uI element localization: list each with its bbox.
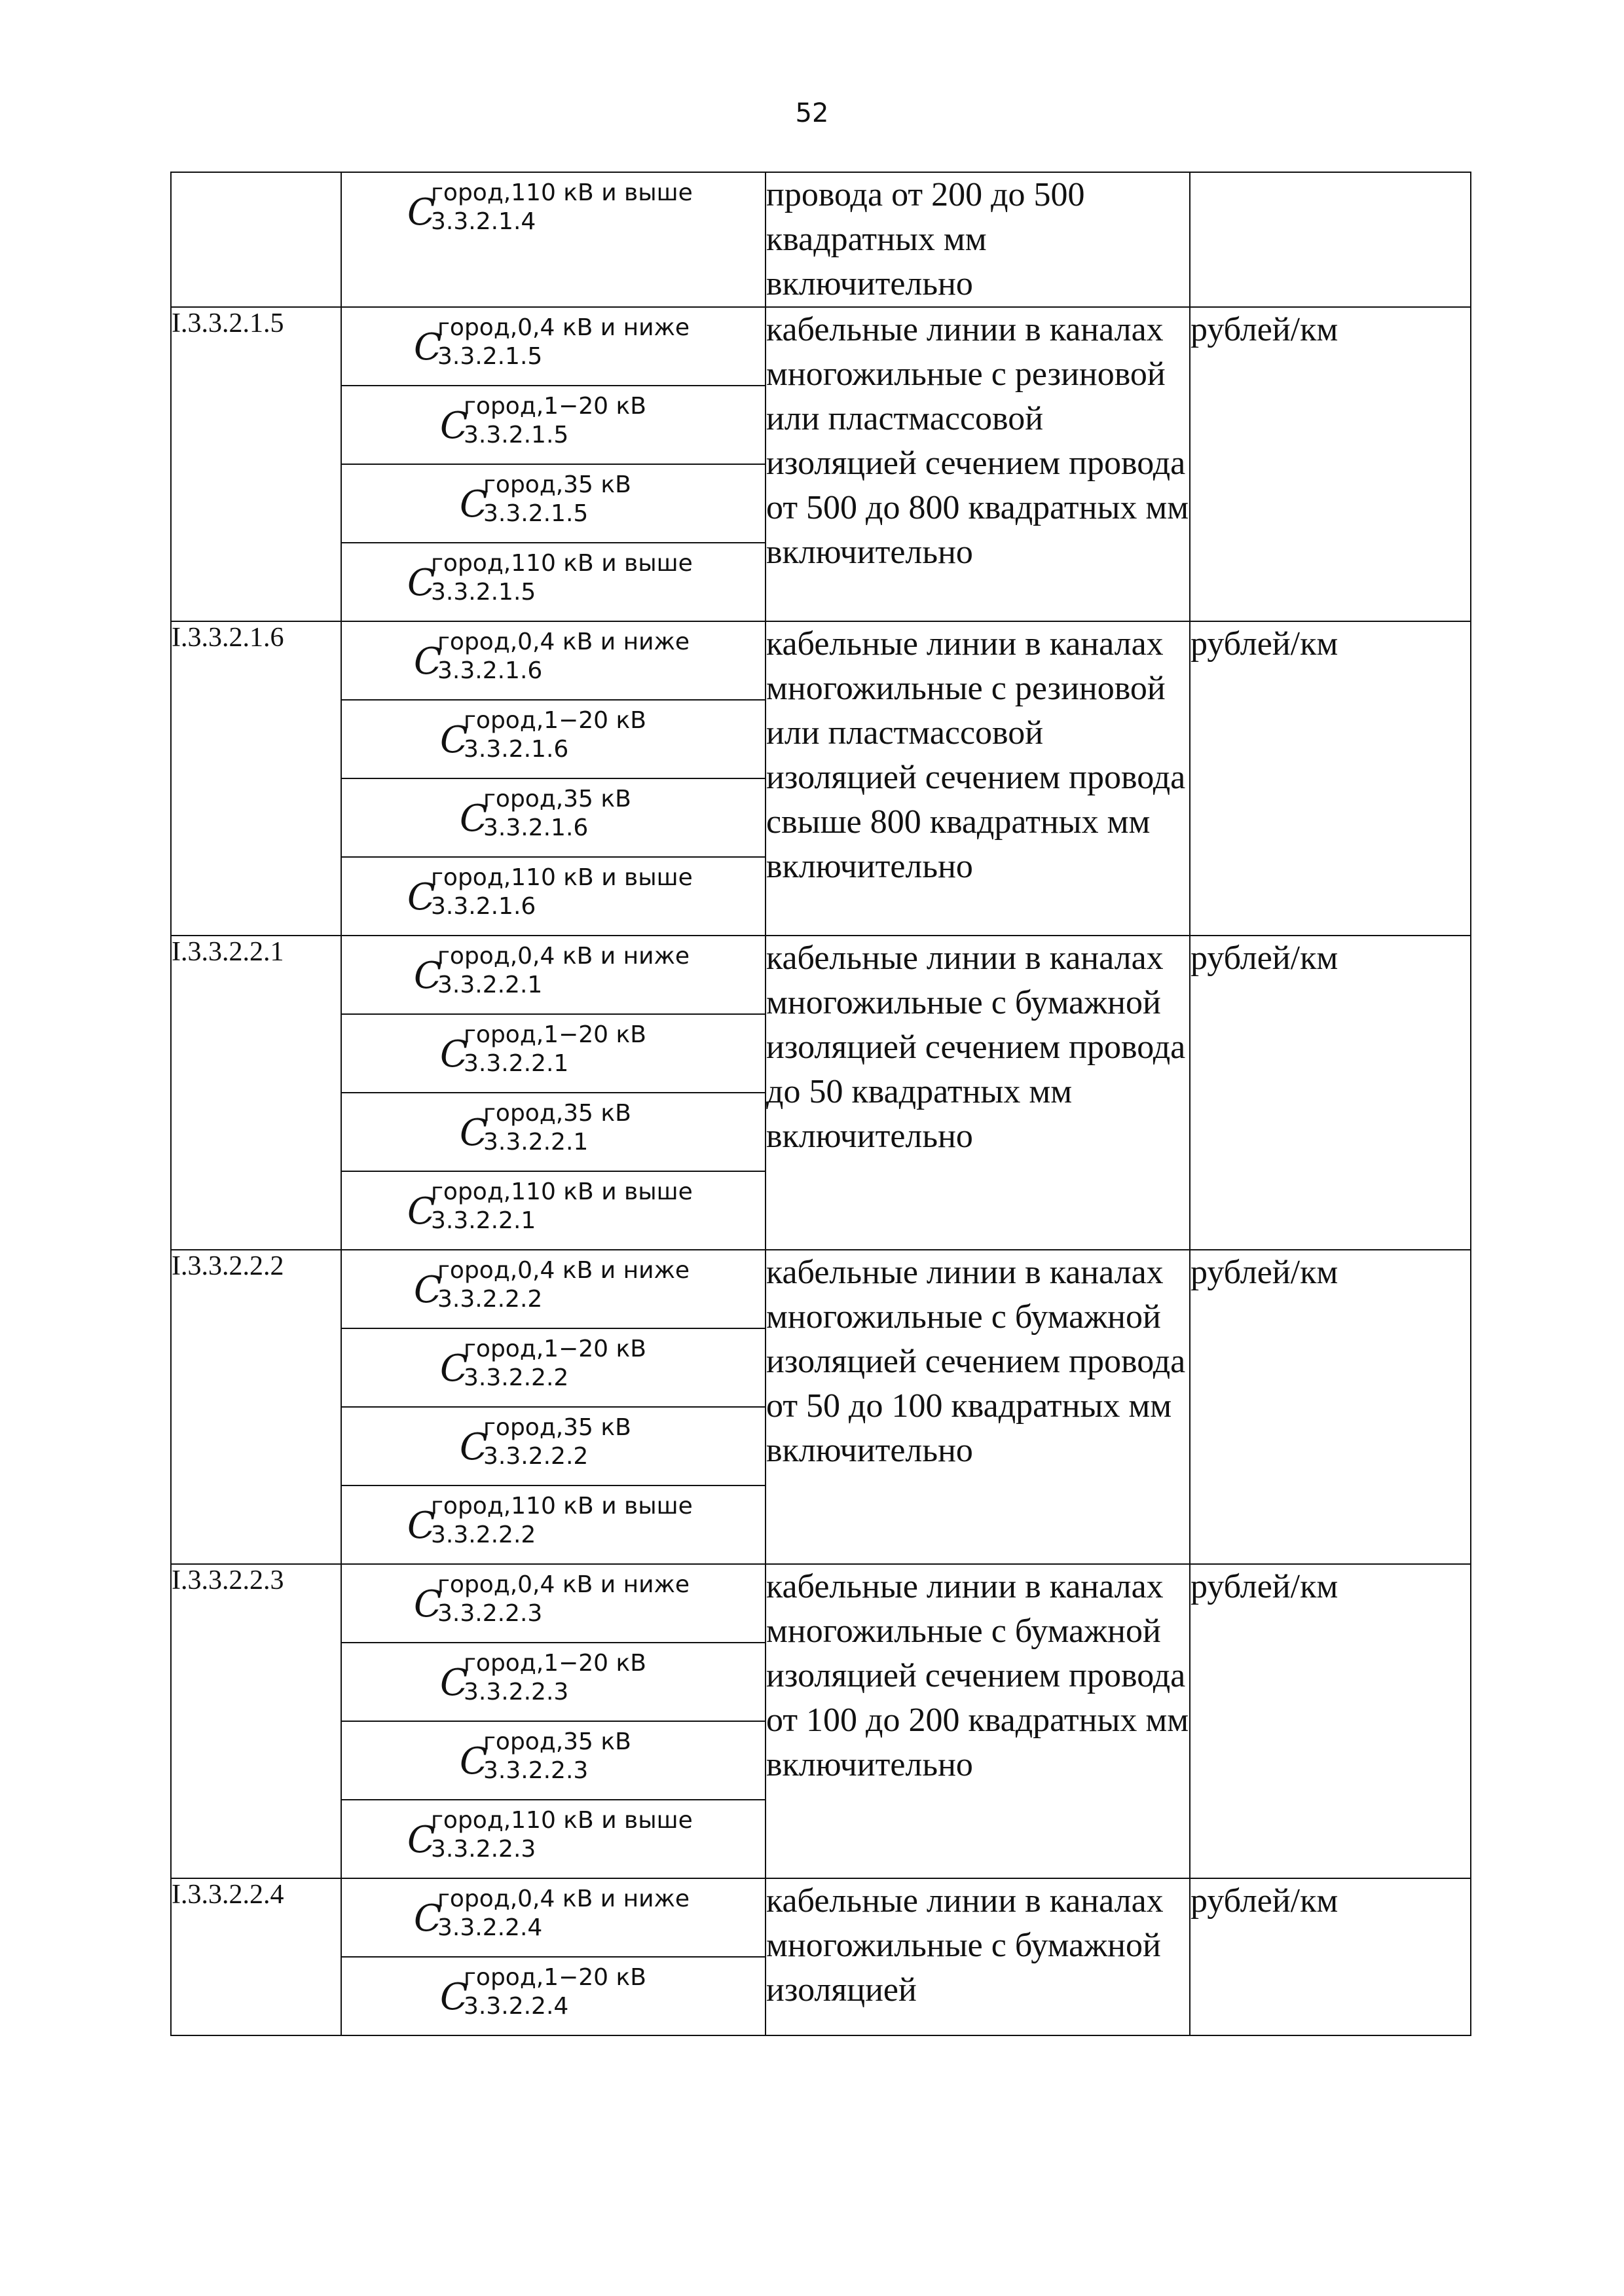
formula-cell [341, 1171, 766, 1250]
code-cell: I.3.3.2.2.2 [171, 1250, 341, 1564]
formula-subscript: 3.3.2.2.1 [437, 972, 543, 998]
code-cell: I.3.3.2.2.3 [171, 1564, 341, 1878]
description-cell: провода от 200 до 500 квадратных мм включительно [766, 172, 1190, 307]
formula-symbol: C [414, 640, 442, 683]
formula-superscript: город,35 кВ [483, 471, 631, 498]
formula-superscript: город,0,4 кВ и ниже [437, 943, 690, 970]
table-row [171, 307, 1471, 386]
formula-superscript: город,0,4 кВ и ниже [437, 629, 690, 655]
formula-cell [341, 1014, 766, 1093]
table-row [171, 1250, 1471, 1328]
description-cell: кабельные линии в каналах многожильные с бумажной изоляцией [766, 1878, 1190, 2035]
formula-superscript: город,110 кВ и выше [431, 1178, 693, 1205]
formula-superscript: город,0,4 кВ и ниже [437, 1886, 690, 1912]
formula-symbol: C [407, 1504, 435, 1547]
table-row [171, 1564, 1471, 1643]
unit-cell: рублей/км [1190, 1878, 1471, 2035]
formula-symbol: C [414, 1583, 442, 1626]
formula-cell [341, 1093, 766, 1171]
code-cell: I.3.3.2.1.5 [171, 307, 341, 621]
formula-cell [341, 1721, 766, 1800]
formula-subscript: 3.3.2.1.5 [437, 343, 543, 370]
formula-cell [341, 1407, 766, 1485]
formula-subscript: 3.3.2.2.2 [431, 1522, 536, 1548]
formula-subscript: 3.3.2.2.3 [483, 1757, 589, 1784]
formula-superscript: город,110 кВ и выше [431, 179, 693, 206]
formula-superscript: город,110 кВ и выше [431, 864, 693, 891]
formula-symbol: C [460, 1426, 488, 1468]
code-cell [171, 172, 341, 307]
formula-symbol: C [460, 797, 488, 840]
unit-cell: рублей/км [1190, 1250, 1471, 1564]
formula-cell [341, 936, 766, 1014]
description-cell: кабельные линии в каналах многожильные с резиновой или пластмассовой изоляцией сечением провода от 500 до 800 квадратных мм включительно [766, 307, 1190, 621]
unit-cell: рублей/км [1190, 621, 1471, 936]
page-number: 52 [795, 98, 829, 128]
formula-cell [341, 621, 766, 700]
formula-superscript: город,1−20 кВ [464, 1021, 646, 1048]
formula-symbol: C [440, 1976, 468, 2018]
formula-subscript: 3.3.2.2.2 [464, 1364, 569, 1391]
formula-cell [341, 1643, 766, 1721]
formula-superscript: город,1−20 кВ [464, 1650, 646, 1677]
formula-subscript: 3.3.2.1.6 [464, 736, 569, 763]
formula-cell [341, 1328, 766, 1407]
formula-symbol: C [440, 719, 468, 761]
formula-subscript: 3.3.2.1.5 [483, 500, 589, 527]
formula-symbol: C [460, 483, 488, 526]
unit-cell [1190, 172, 1471, 307]
formula-cell [341, 1485, 766, 1564]
formula-symbol: C [414, 955, 442, 997]
formula-symbol: C [407, 191, 435, 234]
formula-subscript: 3.3.2.2.4 [437, 1914, 543, 1941]
formula-superscript: город,1−20 кВ [464, 1964, 646, 1991]
formula-cell [341, 307, 766, 386]
formula-superscript: город,1−20 кВ [464, 707, 646, 734]
formula-subscript: 3.3.2.2.1 [464, 1050, 569, 1077]
formula-cell [341, 543, 766, 621]
formula-subscript: 3.3.2.2.3 [464, 1679, 569, 1705]
table-row [171, 1878, 1471, 1957]
formula-symbol: C [460, 1740, 488, 1783]
formula-subscript: 3.3.2.2.1 [431, 1207, 536, 1234]
formula-cell [341, 1564, 766, 1643]
formula-symbol: C [407, 1819, 435, 1861]
formula-superscript: город,35 кВ [483, 786, 631, 812]
formula-superscript: город,0,4 кВ и ниже [437, 1571, 690, 1598]
code-cell: I.3.3.2.1.6 [171, 621, 341, 936]
formula-subscript: 3.3.2.2.3 [431, 1836, 536, 1863]
formula-subscript: 3.3.2.1.6 [483, 814, 589, 841]
formula-subscript: 3.3.2.1.6 [437, 657, 543, 684]
formula-symbol: C [440, 405, 468, 447]
formula-cell [341, 1250, 766, 1328]
formula-superscript: город,110 кВ и выше [431, 550, 693, 577]
formula-cell [341, 464, 766, 543]
code-cell: I.3.3.2.2.4 [171, 1878, 341, 2035]
formula-symbol: C [414, 326, 442, 369]
formula-subscript: 3.3.2.2.4 [464, 1993, 569, 2020]
formula-superscript: город,35 кВ [483, 1728, 631, 1755]
unit-cell: рублей/км [1190, 307, 1471, 621]
formula-superscript: город,1−20 кВ [464, 1336, 646, 1362]
formula-cell [341, 386, 766, 464]
formula-subscript: 3.3.2.2.3 [437, 1600, 543, 1627]
formula-subscript: 3.3.2.1.5 [464, 422, 569, 448]
formula-symbol: C [460, 1112, 488, 1154]
description-cell: кабельные линии в каналах многожильные с бумажной изоляцией сечением провода до 50 квадратных мм включительно [766, 936, 1190, 1250]
formula-cell [341, 1878, 766, 1957]
formula-symbol: C [440, 1033, 468, 1076]
formula-superscript: город,110 кВ и выше [431, 1807, 693, 1834]
formula-superscript: город,0,4 кВ и ниже [437, 314, 690, 341]
formula-cell [341, 700, 766, 778]
table-row [171, 172, 1471, 307]
description-cell: кабельные линии в каналах многожильные с бумажной изоляцией сечением провода от 50 до 100 квадратных мм включительно [766, 1250, 1190, 1564]
formula-symbol: C [407, 562, 435, 604]
formula-cell [341, 778, 766, 857]
formula-symbol: C [414, 1897, 442, 1940]
unit-cell: рублей/км [1190, 1564, 1471, 1878]
formula-subscript: 3.3.2.1.6 [431, 893, 536, 920]
code-cell: I.3.3.2.2.1 [171, 936, 341, 1250]
formula-symbol: C [440, 1662, 468, 1704]
formula-cell [341, 1800, 766, 1878]
formula-subscript: 3.3.2.2.2 [483, 1443, 589, 1470]
formula-subscript: 3.3.2.1.4 [431, 208, 536, 235]
formula-symbol: C [407, 1190, 435, 1233]
unit-cell: рублей/км [1190, 936, 1471, 1250]
formula-symbol: C [440, 1347, 468, 1390]
formula-symbol: C [414, 1269, 442, 1311]
formula-superscript: город,35 кВ [483, 1100, 631, 1127]
formula-subscript: 3.3.2.2.1 [483, 1129, 589, 1156]
formula-subscript: 3.3.2.1.5 [431, 579, 536, 606]
formula-cell [341, 1957, 766, 2035]
tariff-table [170, 172, 1471, 2036]
formula-superscript: город,1−20 кВ [464, 393, 646, 420]
formula-superscript: город,110 кВ и выше [431, 1493, 693, 1520]
description-cell: кабельные линии в каналах многожильные с резиновой или пластмассовой изоляцией сечением провода свыше 800 квадратных мм включительно [766, 621, 1190, 936]
formula-symbol: C [407, 876, 435, 919]
table-row [171, 621, 1471, 700]
formula-superscript: город,0,4 кВ и ниже [437, 1257, 690, 1284]
formula-subscript: 3.3.2.2.2 [437, 1286, 543, 1313]
table-row [171, 936, 1471, 1014]
formula-superscript: город,35 кВ [483, 1414, 631, 1441]
formula-cell [341, 857, 766, 936]
formula-cell [341, 172, 766, 307]
description-cell: кабельные линии в каналах многожильные с бумажной изоляцией сечением провода от 100 до 200 квадратных мм включительно [766, 1564, 1190, 1878]
